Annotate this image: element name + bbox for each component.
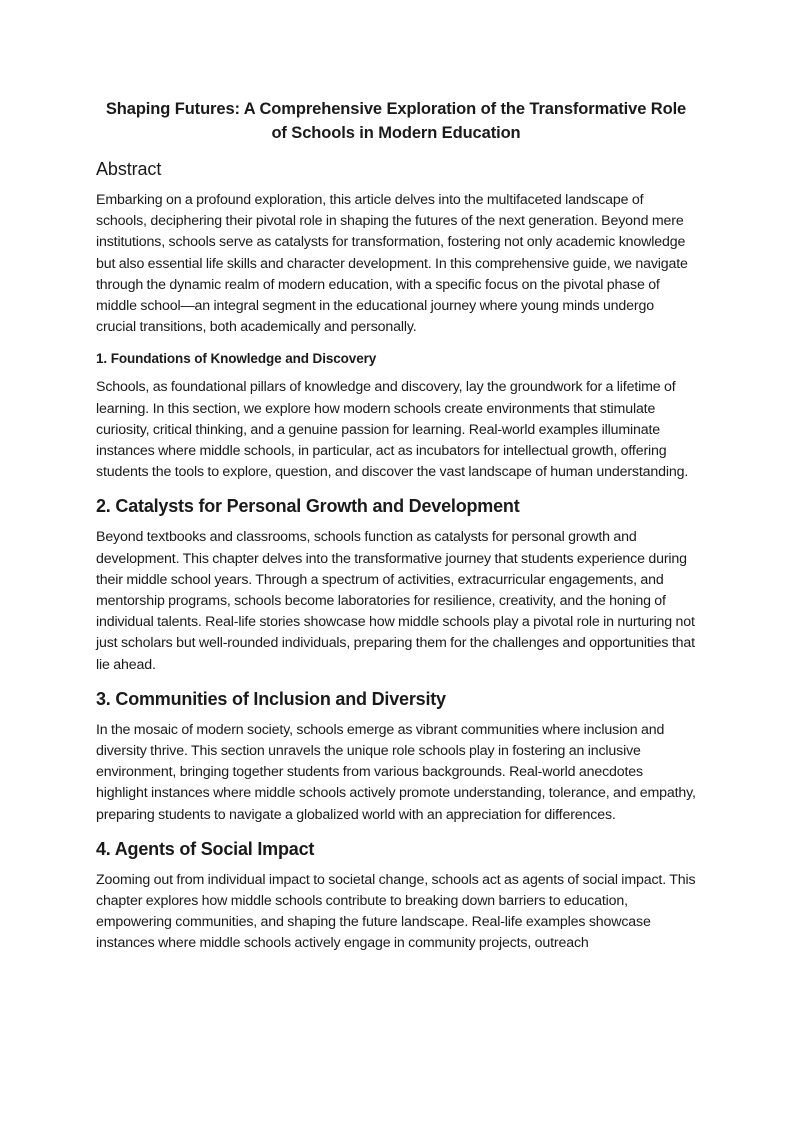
section-2-text: Beyond textbooks and classrooms, schools function as catalysts for personal growth and development. This chapter delves into the transformative journey that students experience during their middle school years. Through a spectrum of activities, extracurricular engagements, and mentorship programs, schools become laboratories for resilience, creativity, and the honing of individual talents. Real-life stories showcase how middle schools play a pivotal role in nurturing not just scholars but well-rounded individuals, preparing them for the challenges and opportunities that lie ahead. — [96, 529, 695, 673]
abstract-heading: Abstract — [96, 159, 162, 179]
section-1-heading: 1. Foundations of Knowledge and Discovery — [96, 351, 377, 367]
abstract-text: Embarking on a profound exploration, this article delves into the multifaceted landscape of schools, deciphering their pivotal role in shaping the futures of the next generation. Beyond mere institutions, schools serve as catalysts for transformation, fostering not only academic knowledge but also essential life skills and character development. In this comprehensive guide, we navigate through the dynamic realm of modern education, with a specific focus on the pivotal phase of middle school—an integral segment in the educational journey where young minds undergo crucial transitions, both academically and personally. — [96, 192, 688, 336]
section-2-heading: 2. Catalysts for Personal Growth and Development — [96, 496, 520, 517]
section-3-text: In the mosaic of modern society, schools emerge as vibrant communities where inclusion and diversity thrive. This section unravels the unique role schools play in fostering an inclusive environment, bringing together students from various backgrounds. Real-world anecdotes highlight instances where middle schools actively promote understanding, tolerance, and empathy, preparing students to navigate a globalized world with an appreciation for differences. — [96, 721, 696, 823]
section-4-text: Zooming out from individual impact to societal change, schools act as agents of social impact. This chapter explores how middle schools contribute to breaking down barriers to education, empowering communities, and shaping the future landscape. Real-life examples showcase instances where middle schools actively engage in community projects, outreach — [96, 871, 696, 952]
section-4-heading: 4. Agents of Social Impact — [96, 838, 315, 859]
section-1-text: Schools, as foundational pillars of knowledge and discovery, lay the groundwork for a lifetime of learning. In this section, we explore how modern schools create environments that stimulate curiosity, critical thinking, and a genuine passion for learning. Real-world examples illuminate instances where middle schools, in particular, act as incubators for intellectual growth, offering students the tools to explore, question, and discover the vast landscape of human understanding. — [96, 379, 689, 481]
document-page — [96, 97, 696, 966]
document-title: Shaping Futures: A Comprehensive Exploration of the Transformative Role of Schools in Modern Education — [105, 100, 687, 142]
section-3-heading: 3. Communities of Inclusion and Diversity — [96, 688, 446, 709]
